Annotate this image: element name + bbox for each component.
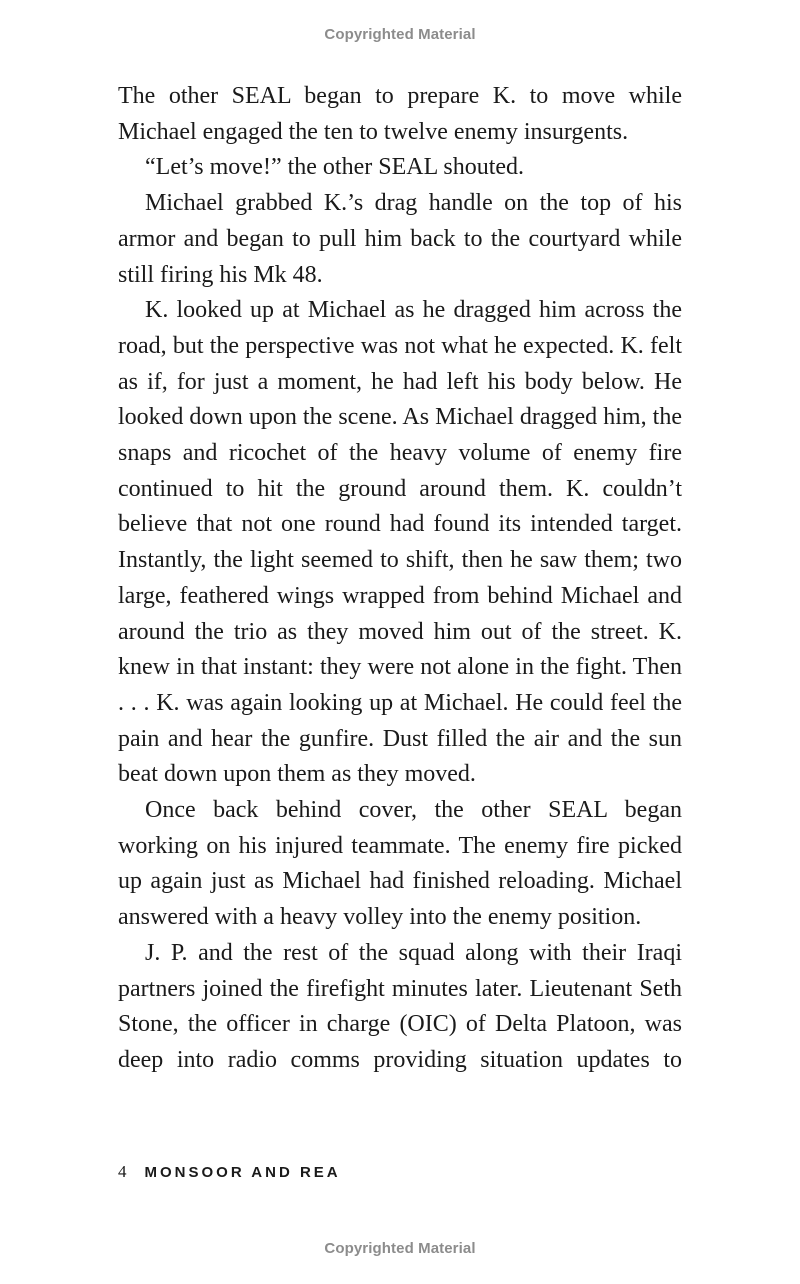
body-text <box>118 79 682 1079</box>
paragraph-3: Michael grabbed K.’s drag handle on the top of his armor and began to pull him back to the courtyard while still firing his Mk 48. <box>118 190 682 288</box>
page-footer <box>118 1162 341 1182</box>
copyright-watermark-top: Copyrighted Material <box>324 26 476 43</box>
running-head: MONSOOR AND REA <box>144 1164 341 1181</box>
paragraph-2: “Let’s move!” the other SEAL shouted. <box>145 154 525 181</box>
paragraph-5: Once back behind cover, the other SEAL began working on his injured teammate. The enemy fire picked up again just as Michael had finished reloading. Michael answered with a heavy volley into the enemy position. <box>118 797 682 931</box>
paragraph-1: The other SEAL began to prepare K. to move while Michael engaged the ten to twelve enemy insurgents. <box>118 83 682 145</box>
paragraph-4: K. looked up at Michael as he dragged him across the road, but the perspective was not what he expected. K. felt as if, for just a moment, he had left his body below. He looked down upon the scene. As Michael dragged him, the snaps and ricochet of the heavy volume of enemy fire continued to hit the ground around them. K. couldn’t believe that not one round had found its intended target. Instantly, the light seemed to shift, then he saw them; two large, feathered wings wrapped from behind Michael and around the trio as they moved him out of the street. K. knew in that instant: they were not alone in the fight. Then . . . K. was again looking up at Michael. He could feel the pain and hear the gunfire. Dust filled the air and the sun beat down upon them as they moved. <box>118 297 682 788</box>
copyright-watermark-bottom: Copyrighted Material <box>324 1240 476 1257</box>
paragraph-6: J. P. and the rest of the squad along with their Iraqi partners joined the firefight minutes later. Lieutenant Seth Stone, the officer in charge (OIC) of Delta Platoon, was deep into radio comms providing situation updates to <box>118 939 682 1073</box>
page-number: 4 <box>118 1162 127 1181</box>
